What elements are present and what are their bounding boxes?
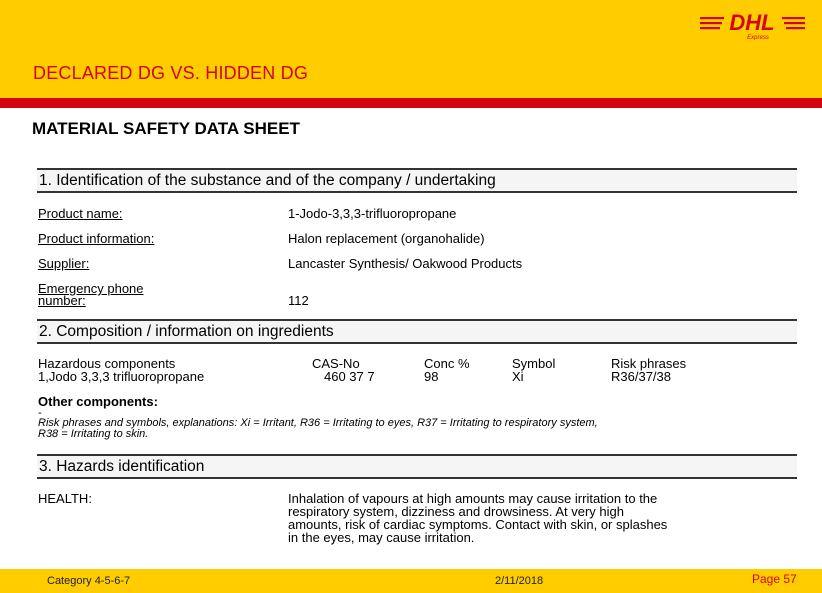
header-band bbox=[0, 0, 822, 100]
logo-tagline: Express bbox=[747, 35, 769, 40]
footer-page-number: Page 57 bbox=[752, 572, 797, 586]
emergency-phone-value: 112 bbox=[288, 293, 309, 308]
footer-date: 2/11/2018 bbox=[495, 575, 544, 587]
table-cell-cas-no: 460 37 7 bbox=[324, 369, 375, 384]
table-cell-risk-phrases: R36/37/38 bbox=[611, 369, 671, 384]
section-1-heading-bar bbox=[37, 168, 797, 193]
document-title: MATERIAL SAFETY DATA SHEET bbox=[32, 119, 300, 138]
emergency-phone-label-line2: number: bbox=[38, 293, 86, 308]
table-header-conc: Conc % bbox=[424, 356, 470, 371]
section-2-heading: 2. Composition / information on ingredients bbox=[39, 323, 334, 340]
table-header-cas-no: CAS-No bbox=[312, 356, 360, 371]
risk-phrases-note-line1: Risk phrases and symbols, explanations: Xi = Irritant, R36 = Irritating to eyes, R37 = Irritating to respiratory system, bbox=[38, 417, 598, 429]
health-line-3: amounts, risk of cardiac symptoms. Contact with skin, or splashes bbox=[288, 517, 668, 532]
table-cell-component: 1,Jodo 3,3,3 trifluoropropane bbox=[38, 369, 205, 384]
table-cell-conc: 98 bbox=[424, 369, 439, 384]
section-1-heading: 1. Identification of the substance and of the company / undertaking bbox=[39, 172, 496, 189]
section-3-heading: 3. Hazards identification bbox=[39, 458, 205, 475]
product-name-label: Product name: bbox=[38, 206, 123, 221]
supplier-label: Supplier: bbox=[38, 256, 90, 271]
slide-title: DECLARED DG VS. HIDDEN DG bbox=[33, 63, 309, 83]
risk-phrases-note-line2: R38 = Irritating to skin. bbox=[38, 428, 149, 440]
health-description bbox=[288, 492, 798, 544]
health-label: HEALTH: bbox=[38, 491, 92, 506]
footer-band bbox=[0, 569, 822, 593]
table-header-components: Hazardous components bbox=[38, 356, 176, 371]
footer-category: Category 4-5-6-7 bbox=[47, 575, 131, 587]
risk-phrases-note bbox=[38, 418, 778, 440]
dhl-logo-icon bbox=[700, 8, 805, 40]
other-components-label: Other components: bbox=[38, 394, 158, 409]
section-2-heading-bar bbox=[37, 319, 797, 344]
emergency-phone-label-line1: Emergency phone bbox=[38, 281, 144, 296]
section-3-heading-bar bbox=[37, 454, 797, 479]
table-cell-symbol: Xi bbox=[512, 369, 524, 384]
table-header-risk-phrases: Risk phrases bbox=[611, 356, 687, 371]
other-components-value: - bbox=[38, 407, 42, 419]
table-header-symbol: Symbol bbox=[512, 356, 556, 371]
header-red-rule bbox=[0, 98, 822, 108]
health-line-2: respiratory system, dizziness and drowsiness. At very high bbox=[288, 504, 624, 519]
product-information-value: Halon replacement (organohalide) bbox=[288, 231, 485, 246]
health-line-4: in the eyes, may cause irritation. bbox=[288, 530, 475, 545]
product-information-label: Product information: bbox=[38, 231, 155, 246]
product-name-value: 1-Jodo-3,3,3-trifluoropropane bbox=[288, 206, 457, 221]
supplier-value: Lancaster Synthesis/ Oakwood Products bbox=[288, 256, 523, 271]
logo-wordmark: DHL bbox=[729, 10, 775, 35]
health-line-1: Inhalation of vapours at high amounts may cause irritation to the bbox=[288, 491, 658, 506]
